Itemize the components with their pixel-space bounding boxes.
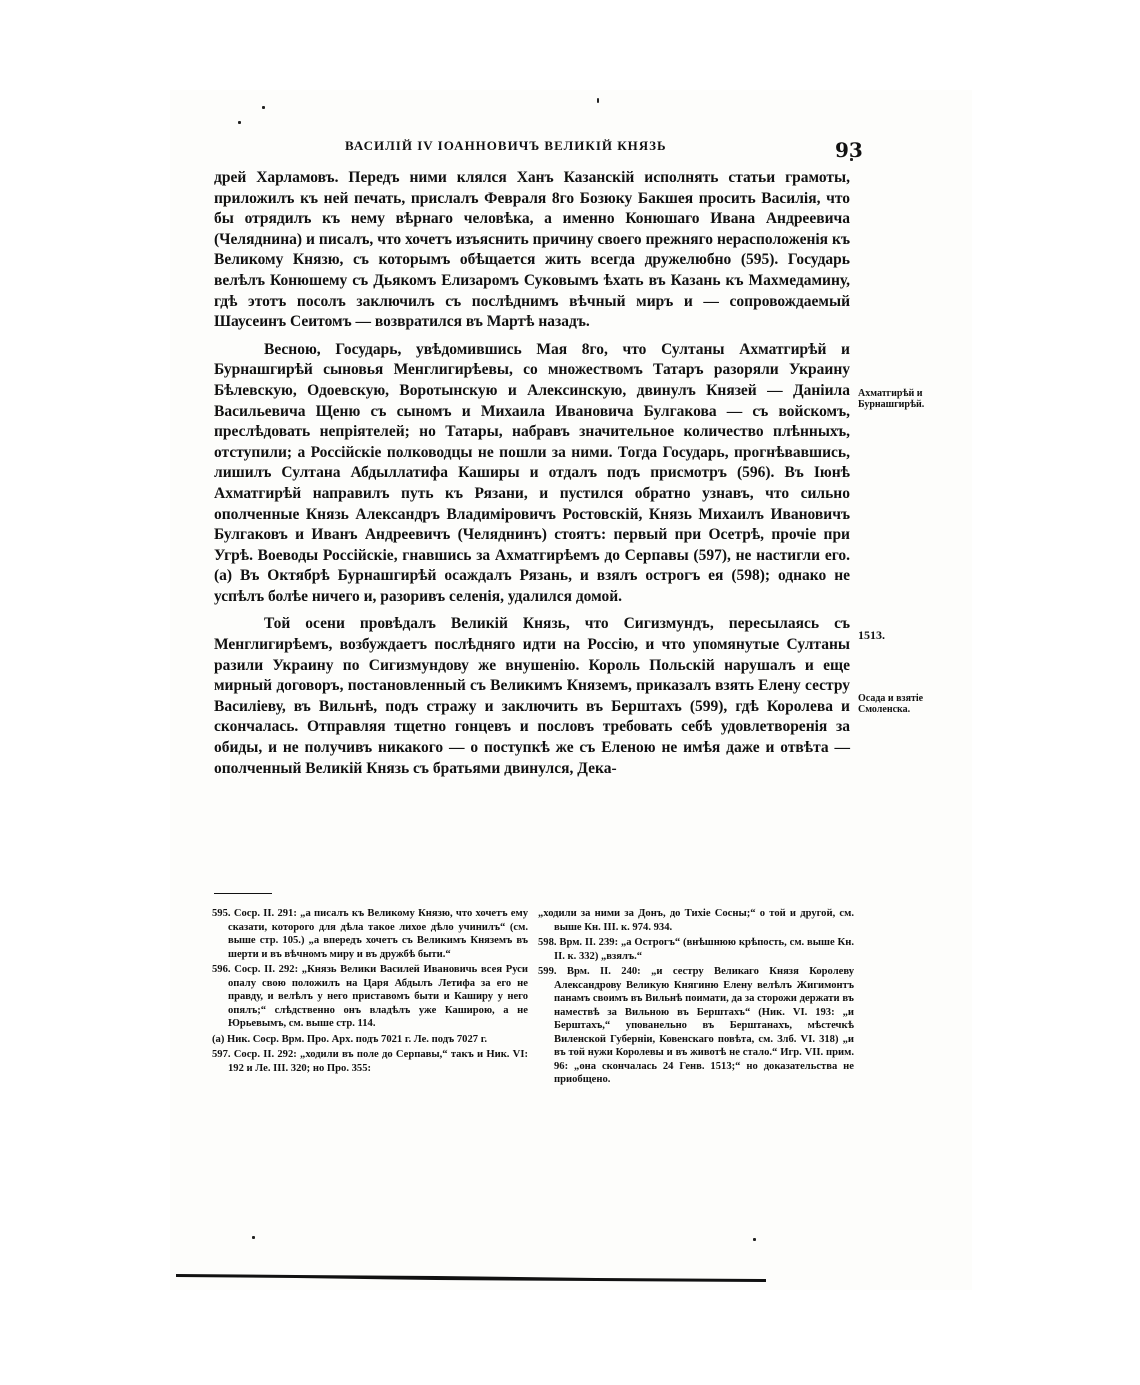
scan-speck — [262, 106, 265, 109]
footnote: 595. Соср. II. 291: „а писалъ къ Великому Князю, что хочетъ ему сказати, которого для дѣла такое лихое дѣло учинилъ“ (см. выше стр. 105.) „а впередъ хочетъ съ Великимъ Княземъ въ шерти и въ вѣчномъ миру и въ дружбѣ быти.“ — [212, 908, 528, 960]
paragraph: Той осени провѣдалъ Великій Князь, что Сигизмундъ, пересылаясь съ Менглигирѣемъ, возбуждаетъ послѣдняго идти на Россію, и что упомянутые Султаны разили Украину по Сигизмундову же внушенію. Король Польскій нарушалъ и еще мирный договоръ, постановленный съ Великимъ Княземъ, приказалъ взять Елену сестру Василіеву, въ Вильнѣ, подъ стражу и заключить въ Берштахъ (599), гдѣ Королева и скончалась. Отправляя тщетно гонцевъ и пословъ требовать себѣ удовлетворенія за обиды, и не получивъ никакого — о поступкѣ же съ Еленою не имѣя даже и отвѣта — ополченный Великій Князь съ братьями двинулся, Дека- — [214, 615, 850, 777]
scan-edge-bar — [176, 1269, 766, 1283]
margin-note: Ахматгирѣй и Бурнашгирѣй. — [858, 388, 925, 410]
paragraph: дрей Харламовъ. Передъ ними клялся Ханъ Казанскій исполнять статьи грамоты, приложилъ къ ней печать, прислалъ Февраля 8го Бозюку Бакшея просить Василія, что бы отрядилъ къ нему вѣрнаго человѣка, а именно Конюшаго Ивана Андреевича (Челяднина) и писалъ, что хочетъ изъяснить причину своего прежняго нерасположенія къ Великому Князю, съ которымъ обѣщается жить всегда дружелюбно (595). Государь велѣлъ Конюшему съ Дьякомъ Елизаромъ Суковымъ ѣхать въ Казань къ Махмедамину, гдѣ этотъ посолъ заключилъ съ послѣднимъ вѣчный миръ и — сопровождаемый Шаусеинъ Сеитомъ — возвратился въ Мартѣ назадъ. — [214, 169, 850, 331]
page-number: 93 — [835, 138, 863, 162]
margin-note: Осада и взятіе Смоленска. — [858, 693, 924, 715]
scan-speck — [753, 1238, 756, 1241]
footnote: 599. Врм. II. 240: „и сестру Великаго Князя Королеву Александрову Великую Княгиню Елену велѣлъ Жигимонтъ панамъ своимъ въ Вильнѣ поимати, да за сторожи держати въ намествѣ за Вильною въ Берштахъ“ (Ник. VI. 193: „и Берштахъ,“ упованельно въ Берштанахъ, мѣстечкѣ Виленской Губерніи, Ковенскаго повѣта, см. Злб. VI. 318) „и въ той нужи Королевы и въ животѣ не стало.“ Игр. VII. прим. 96: „она скончалась 24 Генв. 1513;“ но доказательства не приобщено. — [538, 966, 854, 1085]
paragraph: Весною, Государь, увѣдомившись Мая 8го, что Султаны Ахматгирѣй и Бурнашгирѣй сыновья Менглигирѣевы, со множествомъ Татаръ разоряли Украину Бѣлевскую, Одоевскую, Воротынскую и Алексинскую, двинулъ Князей — Даніила Васильевича Щеню съ сыномъ и Михаила Ивановича Булгакова — съ войскомъ, преслѣдовать непріятелей; но Татары, набравъ значительное количество плѣнныхъ, отступили; а Россійскіе полководцы не пошли за ними. Тогда Государь, прогнѣвавшись, лишилъ Султана Абдыллатифа Каширы и отдалъ подъ присмотръ (596). Въ Іюнѣ Ахматгирѣй направилъ путь къ Рязани, и пустился обратно узнавъ, что сильно ополченные Князь Александръ Владиміровичъ Ростовскій, Князь Михаилъ Ивановичъ Булгаковъ и Иванъ Андреевичъ (Челяднинъ) стоятъ: первый при Осетрѣ, прочіе при Угрѣ. Воеводы Россійскіе, гнавшись за Ахматгирѣемъ до Серпавы (597), не настигли его. (а) Въ Октябрѣ Бурнашгирѣй осаждалъ Рязань, и взялъ острогъ ея (598); однако не успѣлъ болѣе ничего и, разоривъ селенія, удалился домой. — [214, 340, 850, 605]
scan-speck — [252, 1236, 255, 1239]
footnotes-left-column — [212, 907, 528, 1077]
footnote: 596. Соср. II. 292: „Князь Велики Василей Ивановичь всея Руси опалу свою положилъ на Царя Абдылъ Летифа за его не правду, и велѣлъ у него приставомъ быти и Каширу у него опялъ;“ слѣдственно онъ владѣлъ уже Каширою, а не Юрьевымъ, см. выше стр. 114. — [212, 964, 528, 1029]
footnotes-right-column — [538, 907, 854, 1089]
footnote: 598. Врм. II. 239: „а Острогъ“ (внѣшнюю крѣпость, см. выше Кн. II. к. 332) „взялъ.“ — [538, 937, 854, 962]
footnote-rule — [214, 893, 272, 894]
running-title: ВАСИЛІЙ IV ІОАННОВИЧЪ ВЕЛИКІЙ КНЯЗЬ — [345, 138, 667, 153]
footnote: (а) Ник. Соср. Врм. Про. Арх. подъ 7021 г. Ле. подъ 7027 г. — [212, 1033, 487, 1045]
scan-speck — [597, 98, 599, 103]
margin-note-year: 1513. — [858, 628, 885, 642]
footnote: „ходили за ними за Донъ, до Тихіе Сосны;“ о той и другой, см. выше Кн. III. к. 974. 934. — [538, 908, 854, 933]
scan-speck — [238, 121, 241, 124]
main-text — [214, 168, 850, 786]
footnote: 597. Соср. II. 292: „ходили въ поле до Серпавы,“ такъ и Ник. VI: 192 и Ле. III. 320; но Про. 355: — [212, 1049, 528, 1074]
